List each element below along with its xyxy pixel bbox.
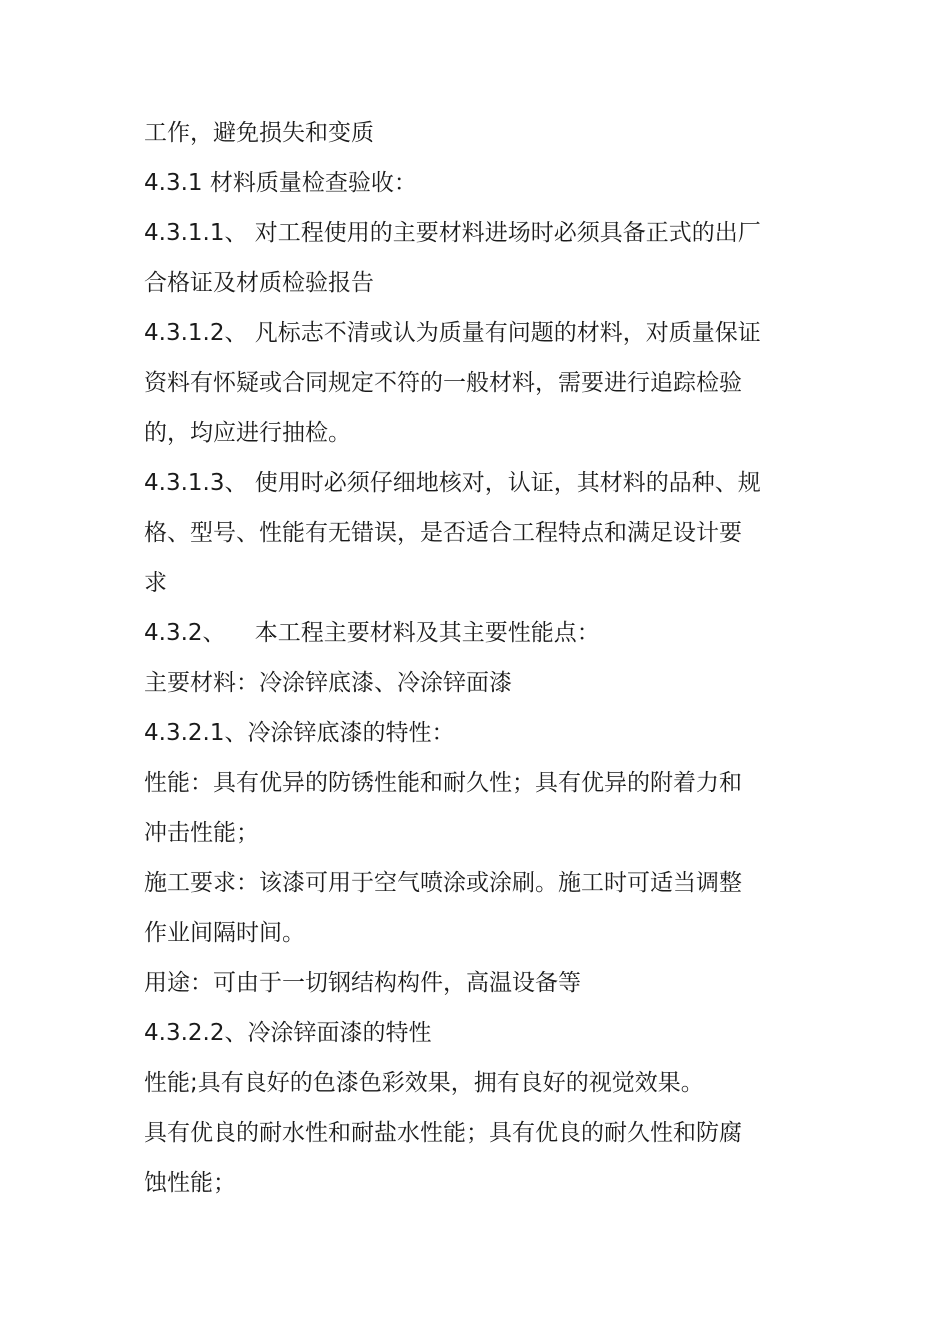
- paragraph-primer-performance: 性能：具有优异的防锈性能和耐久性；具有优异的附着力和 冲击性能；: [144, 770, 742, 846]
- paragraph-topcoat-performance: 性能;具有良好的色漆色彩效果，拥有良好的视觉效果。: [144, 1070, 704, 1096]
- paragraph-main-materials: 主要材料：冷涂锌底漆、冷涂锌面漆: [144, 670, 512, 696]
- section-heading-4-3-2: 4.3.2、 本工程主要材料及其主要性能点：: [144, 620, 600, 646]
- section-heading-4-3-2-2: 4.3.2.2、冷涂锌面漆的特性: [144, 1020, 432, 1046]
- paragraph-4-3-1-2: 4.3.1.2、 凡标志不清或认为质量有问题的材料，对质量保证 资料有怀疑或合同规定不符的一般材料，需要进行追踪检验 的，均应进行抽检。: [144, 320, 761, 446]
- paragraph-topcoat-resistance: 具有优良的耐水性和耐盐水性能；具有优良的耐久性和防腐 蚀性能；: [144, 1120, 742, 1196]
- section-heading-4-3-2-1: 4.3.2.1、冷涂锌底漆的特性：: [144, 720, 455, 746]
- paragraph-4-3-1-1: 4.3.1.1、 对工程使用的主要材料进场时必须具备正式的出厂 合格证及材质检验报告: [144, 220, 761, 296]
- paragraph-4-3-1-3: 4.3.1.3、 使用时必须仔细地核对，认证，其材料的品种、规 格、型号、性能有无错误，是否适合工程特点和满足设计要 求: [144, 470, 761, 596]
- section-heading-4-3-1: 4.3.1 材料质量检查验收：: [144, 170, 417, 196]
- document-body: [144, 108, 809, 1208]
- paragraph-intro-continuation: 工作，避免损失和变质: [144, 120, 374, 146]
- paragraph-primer-construction: 施工要求：该漆可用于空气喷涂或涂刷。施工时可适当调整 作业间隔时间。: [144, 870, 742, 946]
- paragraph-primer-usage: 用途：可由于一切钢结构构件，高温设备等: [144, 970, 581, 996]
